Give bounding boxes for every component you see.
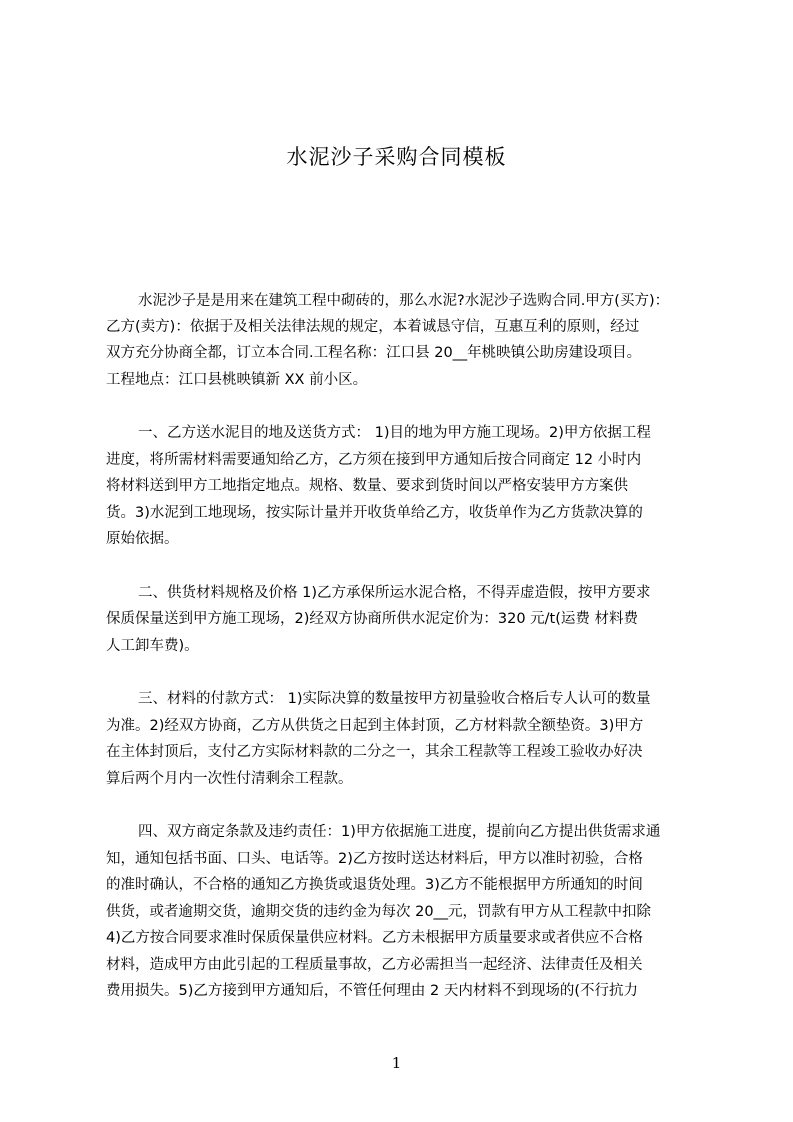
paragraph-line: 进度，将所需材料需要通知给乙方，乙方须在接到甲方通知后按合同商定 12 小时内 — [106, 452, 642, 468]
paragraph-line: 的准时确认，不合格的通知乙方换货或退货处理。3)乙方不能根据甲方所通知的时间 — [106, 877, 643, 893]
paragraph-line: 货。3)水泥到工地现场，按实际计量并开收货单给乙方，收货单作为乙方货款决算的 — [106, 505, 643, 521]
paragraph-line: 为准。2)经双方协商，乙方从供货之日起到主体封顶，乙方材料款全额垫资。3)甲方 — [106, 718, 644, 734]
paragraph-line: 材料，造成甲方由此引起的工程质量事故，乙方必需担当一起经济、法律责任及相关 — [106, 957, 643, 973]
paragraph-line: 双方充分协商全都，订立本合同.工程名称：江口县 20__年桃映镇公助房建设项目。 — [106, 345, 642, 361]
paragraph-line: 知，通知包括书面、口头、电话等。2)乙方按时送达材料后，甲方以准时初验，合格 — [106, 851, 643, 867]
document-title: 水泥沙子采购合同模板 — [286, 145, 507, 169]
paragraph-line: 在主体封顶后，支付乙方实际材料款的二分之一，其余工程款等工程竣工验收办好决 — [106, 744, 643, 760]
paragraph-line: 费用损失。5)乙方接到甲方通知后，不管任何理由 2 天内材料不到现场的(不行抗力 — [106, 983, 638, 999]
paragraph-line: 四、双方商定条款及违约责任：1)甲方依据施工进度，提前向乙方提出供货需求通 — [138, 824, 661, 840]
paragraph-line: 将材料送到甲方工地指定地点。规格、数量、要求到货时间以严格安装甲方方案供 — [106, 478, 628, 494]
page-number: 1 — [391, 1054, 402, 1072]
paragraph-line: 乙方(卖方)：依据于及相关法律法规的规定，本着诚恳守信，互惠互利的原则，经过 — [106, 319, 640, 335]
paragraph-line: 供货，或者逾期交货，逾期交货的违约金为每次 20__元，罚款有甲方从工程款中扣除 — [106, 904, 652, 920]
paragraph-line: 三、材料的付款方式： 1)实际决算的数量按甲方初量验收合格后专人认可的数量 — [138, 691, 651, 707]
paragraph-line: 人工卸车费)。 — [106, 638, 199, 654]
paragraph-line: 一、乙方送水泥目的地及送货方式： 1)目的地为甲方施工现场。2)甲方依据工程 — [138, 425, 651, 441]
paragraph-line: 保质保量送到甲方施工现场，2)经双方协商所供水泥定价为：320 元/t(运费 材料费 — [106, 611, 639, 627]
paragraph-line: 原始依据。 — [106, 531, 179, 547]
paragraph-line: 工程地点：江口县桃映镇新 XX 前小区。 — [106, 372, 368, 388]
paragraph-line: 二、供货材料规格及价格 1)乙方承保所运水泥合格，不得弄虚造假，按甲方要求 — [138, 585, 651, 601]
paragraph-line: 算后两个月内一次性付清剩余工程款。 — [106, 771, 353, 787]
paragraph-line: 水泥沙子是是用来在建筑工程中砌砖的，那么水泥?水泥沙子选购合同.甲方(买方)： — [138, 293, 670, 309]
paragraph-line: 4)乙方按合同要求准时保质保量供应材料。乙方未根据甲方质量要求或者供应不合格 — [106, 930, 643, 946]
